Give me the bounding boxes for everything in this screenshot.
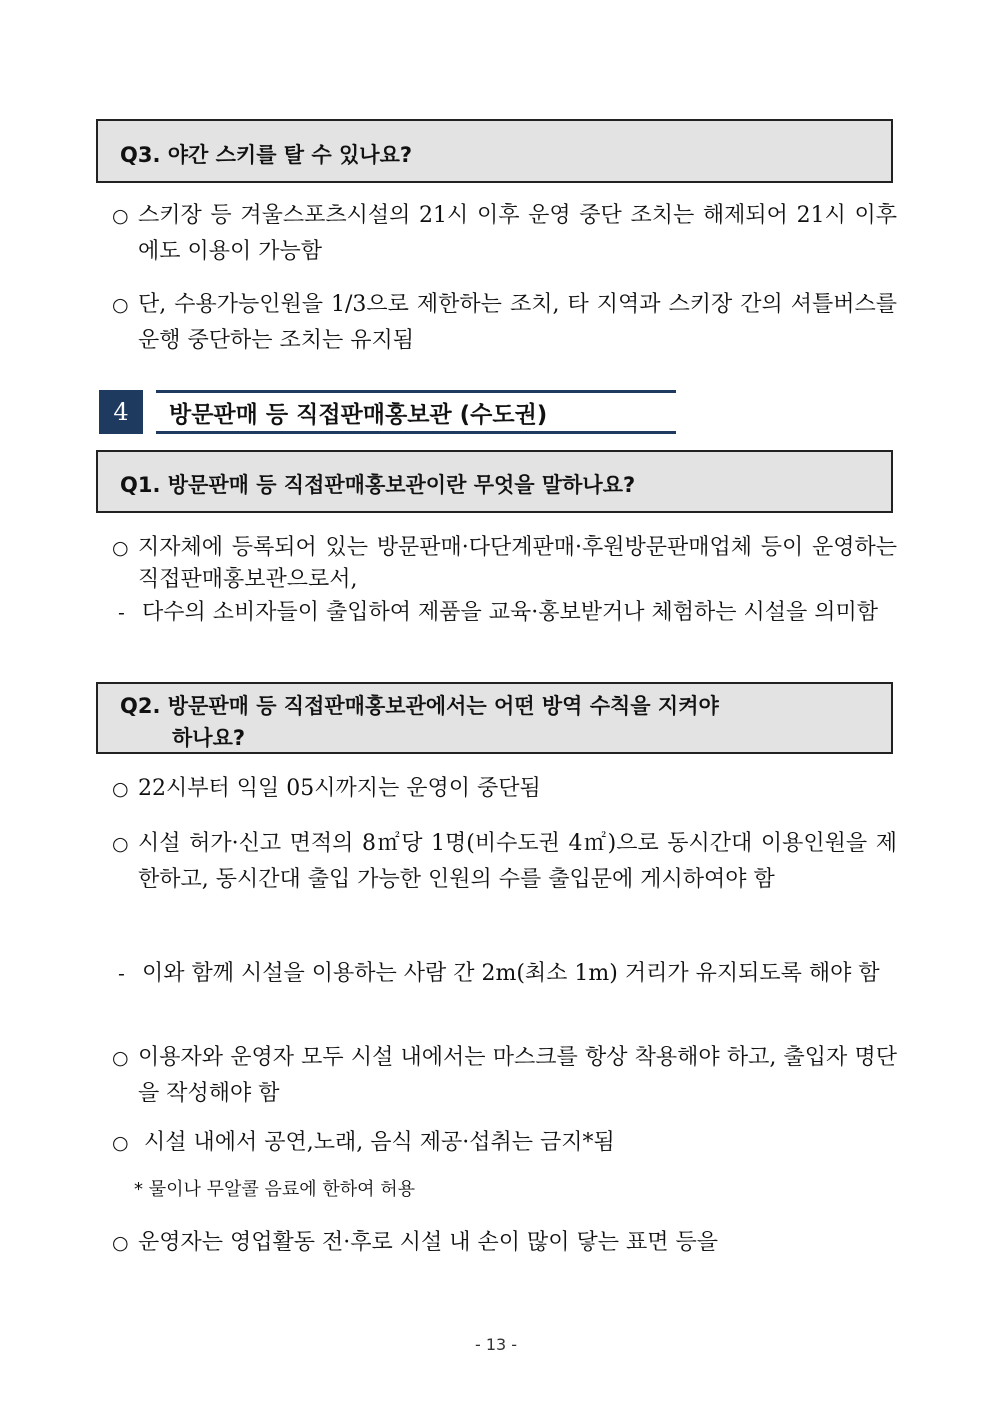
bullet-circle-icon: ○: [112, 537, 129, 559]
q2-item-2: [112, 826, 897, 898]
q2-item-1: [112, 771, 897, 807]
q2-item-5: [112, 1125, 897, 1161]
q2-footnote: * 물이나 무알콜 음료에 한하여 허용: [134, 1179, 416, 1200]
dash-icon: -: [118, 602, 125, 624]
q2-question-title-line2: 하나요?: [172, 726, 246, 750]
q2-item-6: [112, 1225, 897, 1261]
section-number: 4: [99, 390, 143, 434]
q2-item-5-text: 시설 내에서 공연,노래, 음식 제공·섭취는 금지*됨: [144, 1130, 615, 1155]
q3-item-2-text: 단, 수용가능인원을 1/3으로 제한하는 조치, 타 지역과 스키장 간의 셔틀버스를 운행 중단하는 조치는 유지됨: [138, 292, 897, 353]
page-number: - 13 -: [474, 1335, 518, 1354]
q2-item-2-text: 시설 허가·신고 면적의 8㎡당 1명(비수도권 4㎡)으로 동시간대 이용인원을 제한하고, 동시간대 출입 가능한 인원의 수를 출입문에 게시하여야 함: [138, 831, 897, 892]
q2-item-3: [112, 956, 897, 992]
bullet-circle-icon: ○: [112, 1047, 129, 1069]
q2-question-box: [96, 682, 893, 754]
dash-icon: -: [118, 963, 125, 985]
bullet-circle-icon: ○: [112, 1232, 129, 1254]
bullet-circle-icon: ○: [112, 833, 129, 855]
q2-item-1-text: 22시부터 익일 05시까지는 운영이 중단됨: [138, 776, 541, 801]
q2-item-4: [112, 1040, 897, 1112]
q3-item-1-text: 스키장 등 겨울스포츠시설의 21시 이후 운영 중단 조치는 해제되어 21시 이후에도 이용이 가능함: [138, 203, 897, 264]
bullet-circle-icon: ○: [112, 205, 129, 227]
bullet-circle-icon: ○: [112, 294, 129, 316]
bullet-circle-icon: ○: [112, 778, 129, 800]
q3-item-1: [112, 198, 897, 270]
q3-item-2: [112, 287, 897, 359]
q1-question-box: [96, 450, 893, 513]
q3-question-title: Q3. 야간 스키를 탈 수 있나요?: [120, 143, 413, 167]
section-title: 방문판매 등 직접판매홍보관 (수도권): [169, 402, 548, 428]
q2-question-title-line1: Q2. 방문판매 등 직접판매홍보관에서는 어떤 방역 수칙을 지켜야: [120, 694, 719, 718]
q1-item-2-text: 다수의 소비자들이 출입하여 제품을 교육·홍보받거나 체험하는 시설을 의미함: [142, 600, 879, 625]
q2-item-4-text: 이용자와 운영자 모두 시설 내에서는 마스크를 항상 착용해야 하고, 출입자 명단을 작성해야 함: [138, 1045, 897, 1106]
q3-question-box: [96, 119, 893, 183]
section-heading: [99, 390, 679, 434]
q1-item-1-text: 지자체에 등록되어 있는 방문판매·다단계판매·후원방문판매업체 등이 운영하는 직접판매홍보관으로서,: [138, 535, 897, 592]
q1-item-1: [112, 532, 897, 596]
q2-item-3-text: 이와 함께 시설을 이용하는 사람 간 2m(최소 1m) 거리가 유지되도록 해야 함: [142, 961, 880, 986]
bullet-circle-icon: ○: [112, 1132, 129, 1154]
q2-item-6-text: 운영자는 영업활동 전·후로 시설 내 손이 많이 닿는 표면 등을: [138, 1230, 718, 1255]
q1-item-2: [112, 597, 897, 629]
q1-question-title: Q1. 방문판매 등 직접판매홍보관이란 무엇을 말하나요?: [120, 473, 636, 497]
